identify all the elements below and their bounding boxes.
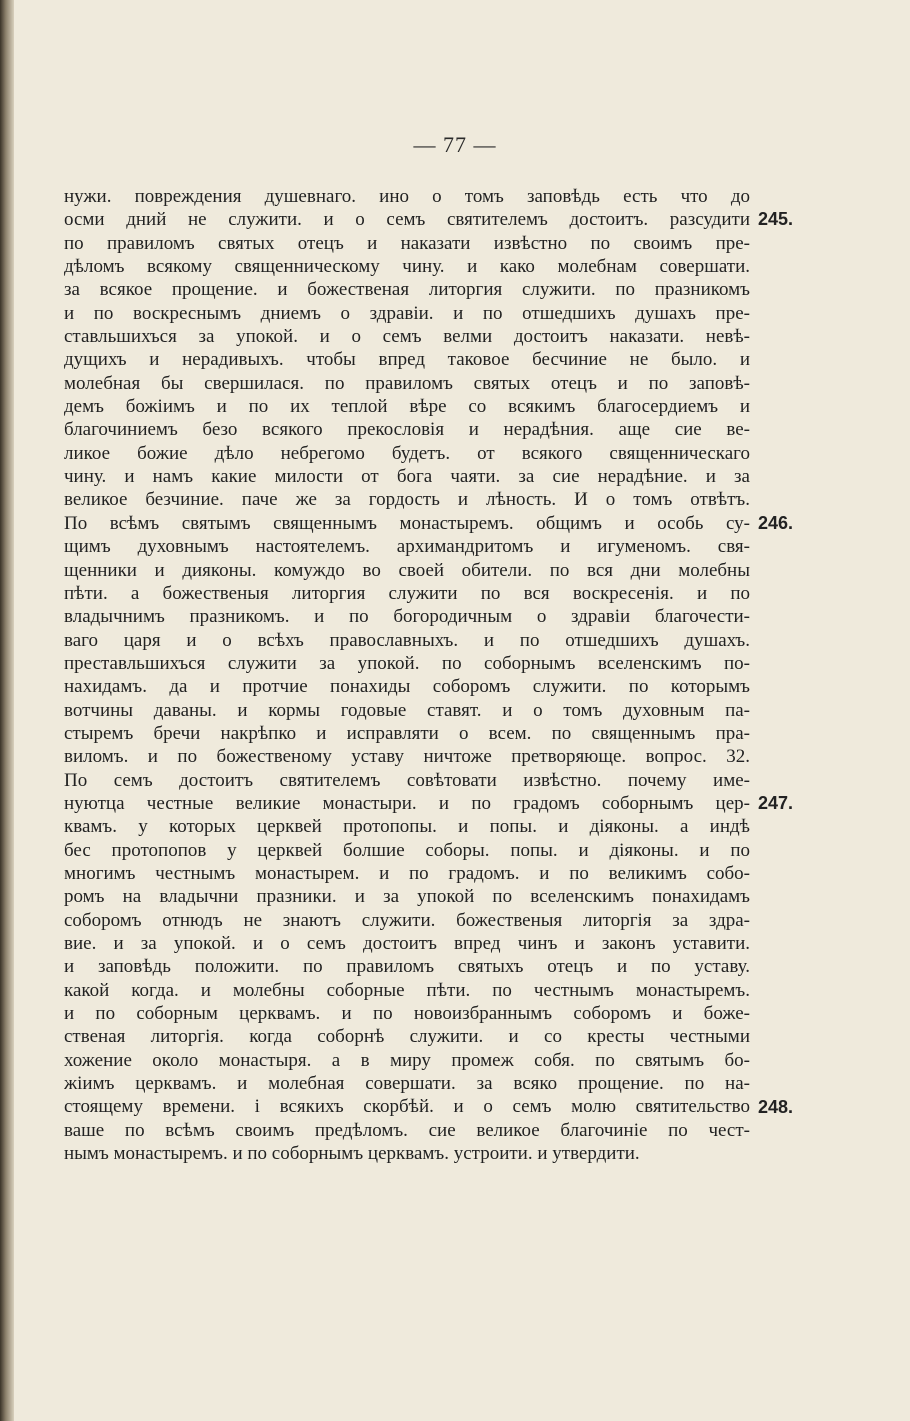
text-line: многимъ честнымъ монастырем. и по градомъ. и по великимъ собо-	[64, 862, 750, 884]
text-line: щенники и дияконы. комуждо во своей обители. по вся дни молебны	[64, 559, 750, 581]
text-line: владычнимъ празникомъ. и по богородичным о здравіи благочести-	[64, 606, 750, 628]
body-text	[64, 185, 750, 1165]
text-line: молебная бы свершилася. по правиломъ святых отецъ и по заповѣ-	[64, 372, 750, 394]
text-line: жіимъ церквамъ. и молебная совершати. за всяко прощение. по на-	[64, 1073, 750, 1095]
text-line: ставльшихъся за упокой. и о семъ велми достоитъ наказати. невѣ-	[64, 326, 750, 348]
page-number: — 77 —	[413, 132, 497, 157]
text-line: квамъ. у которых церквей протопопы. и попы. и діяконы. а индѣ	[64, 816, 750, 838]
text-line: и по воскреснымъ дниемъ о здравіи. и по отшедшихъ душахъ пре-	[64, 302, 750, 324]
marginal-section-number: 247.	[758, 793, 794, 814]
marginal-section-number: 246.	[758, 512, 794, 533]
text-line: нуютца честные великие монастыри. и по градомъ соборнымъ цер-	[64, 792, 750, 814]
text-line: пѣти. а божественыя литоргия служити по вся воскресенія. и по	[64, 582, 750, 604]
text-line: демъ божіимъ и по их теплой вѣре со всякимъ благосердиемъ и	[64, 396, 750, 418]
text-line: хожение около монастыря. а в миру промеж собя. по святымъ бо-	[64, 1049, 750, 1071]
text-line: вотчины даваны. и кормы годовые ставят. и о томъ духовным па-	[64, 699, 750, 721]
text-line: и заповѣдь положити. по правиломъ святыхъ отецъ и по уставу.	[64, 956, 750, 978]
text-line: чину. и намъ какие милости от бога чаяти. за сие нерадѣние. и за	[64, 466, 750, 488]
text-line: благочиниемъ безо всякого прекословія и нерадѣния. аще сие ве-	[64, 419, 750, 441]
text-line: стоящему времени. і всякихъ скорбѣй. и о семъ молю святительство	[64, 1096, 750, 1118]
text-line: какой когда. и молебны соборные пѣти. по честнымъ монастыремъ.	[64, 979, 750, 1001]
text-line: соборомъ отнюдъ не знаютъ служити. божественыя литоргія за здра-	[64, 909, 750, 931]
text-line: нымъ монастыремъ. и по соборнымъ церквамъ. устроити. и утвердити.	[64, 1143, 640, 1165]
text-line: бес протопопов у церквей болшие соборы. попы. и діяконы. и по	[64, 839, 750, 861]
text-line: ромъ на владычни празники. и за упокой по вселенскимъ понахидамъ	[64, 886, 750, 908]
text-line: ваго царя и о всѣхъ православныхъ. и по отшедшихъ душахъ.	[64, 629, 750, 651]
text-line: за всякое прощение. и божественая литоргия служити. по празникомъ	[64, 279, 750, 301]
text-line: по правиломъ святых отецъ и наказати извѣстно по своимъ пре-	[64, 232, 750, 254]
text-line: преставльшихъся служити за упокой. по соборнымъ вселенскимъ по-	[64, 652, 750, 674]
text-line: стыремъ бречи накрѣпко и исправляти о всем. по священнымъ пра-	[64, 722, 750, 744]
text-line: ственая литоргія. когда соборнѣ служити. и со кресты честными	[64, 1026, 750, 1048]
text-line: осми дний не служити. и о семъ святителемъ достоитъ. разсудити	[64, 209, 750, 231]
text-line: ваше по всѣмъ своимъ предѣломъ. сие великое благочиніе по чест-	[64, 1119, 750, 1141]
marginal-section-number: 248.	[758, 1096, 794, 1117]
marginal-section-number: 245.	[758, 209, 794, 230]
text-line: виломъ. и по божественому уставу ничтоже претворяюще. вопрос. 32.	[64, 746, 750, 768]
text-line: щимъ духовнымъ настоятелемъ. архимандритомъ и игуменомъ. свя-	[64, 536, 750, 558]
text-line: ликое божие дѣло небрегомо будетъ. от всякого священническаго	[64, 442, 750, 464]
text-line: дущихъ и нерадивыхъ. чтобы впред таковое бесчиние не было. и	[64, 349, 750, 371]
text-line: вие. и за упокой. и о семъ достоитъ впред чинъ и законъ уставити.	[64, 933, 750, 954]
text-line: По семъ достоитъ святителемъ совѣтовати извѣстно. почему име-	[64, 769, 750, 791]
text-line: нахидамъ. да и протчие понахиды соборомъ служити. по которымъ	[64, 676, 750, 698]
text-line: По всѣмъ святымъ священнымъ монастыремъ. общимъ и особь су-	[64, 512, 750, 534]
book-spine-shadow	[0, 0, 14, 1421]
text-line: нужи. повреждения душевнаго. ино о томъ заповѣдь есть что до	[64, 186, 750, 207]
text-line: дѣломъ всякому священническому чину. и како молебнам совершати.	[64, 256, 750, 278]
text-line: и по соборным церквамъ. и по новоизбраннымъ соборомъ и боже-	[64, 1003, 750, 1025]
text-line: великое безчиние. паче же за гордость и лѣность. И о томъ отвѣтъ.	[64, 489, 750, 511]
